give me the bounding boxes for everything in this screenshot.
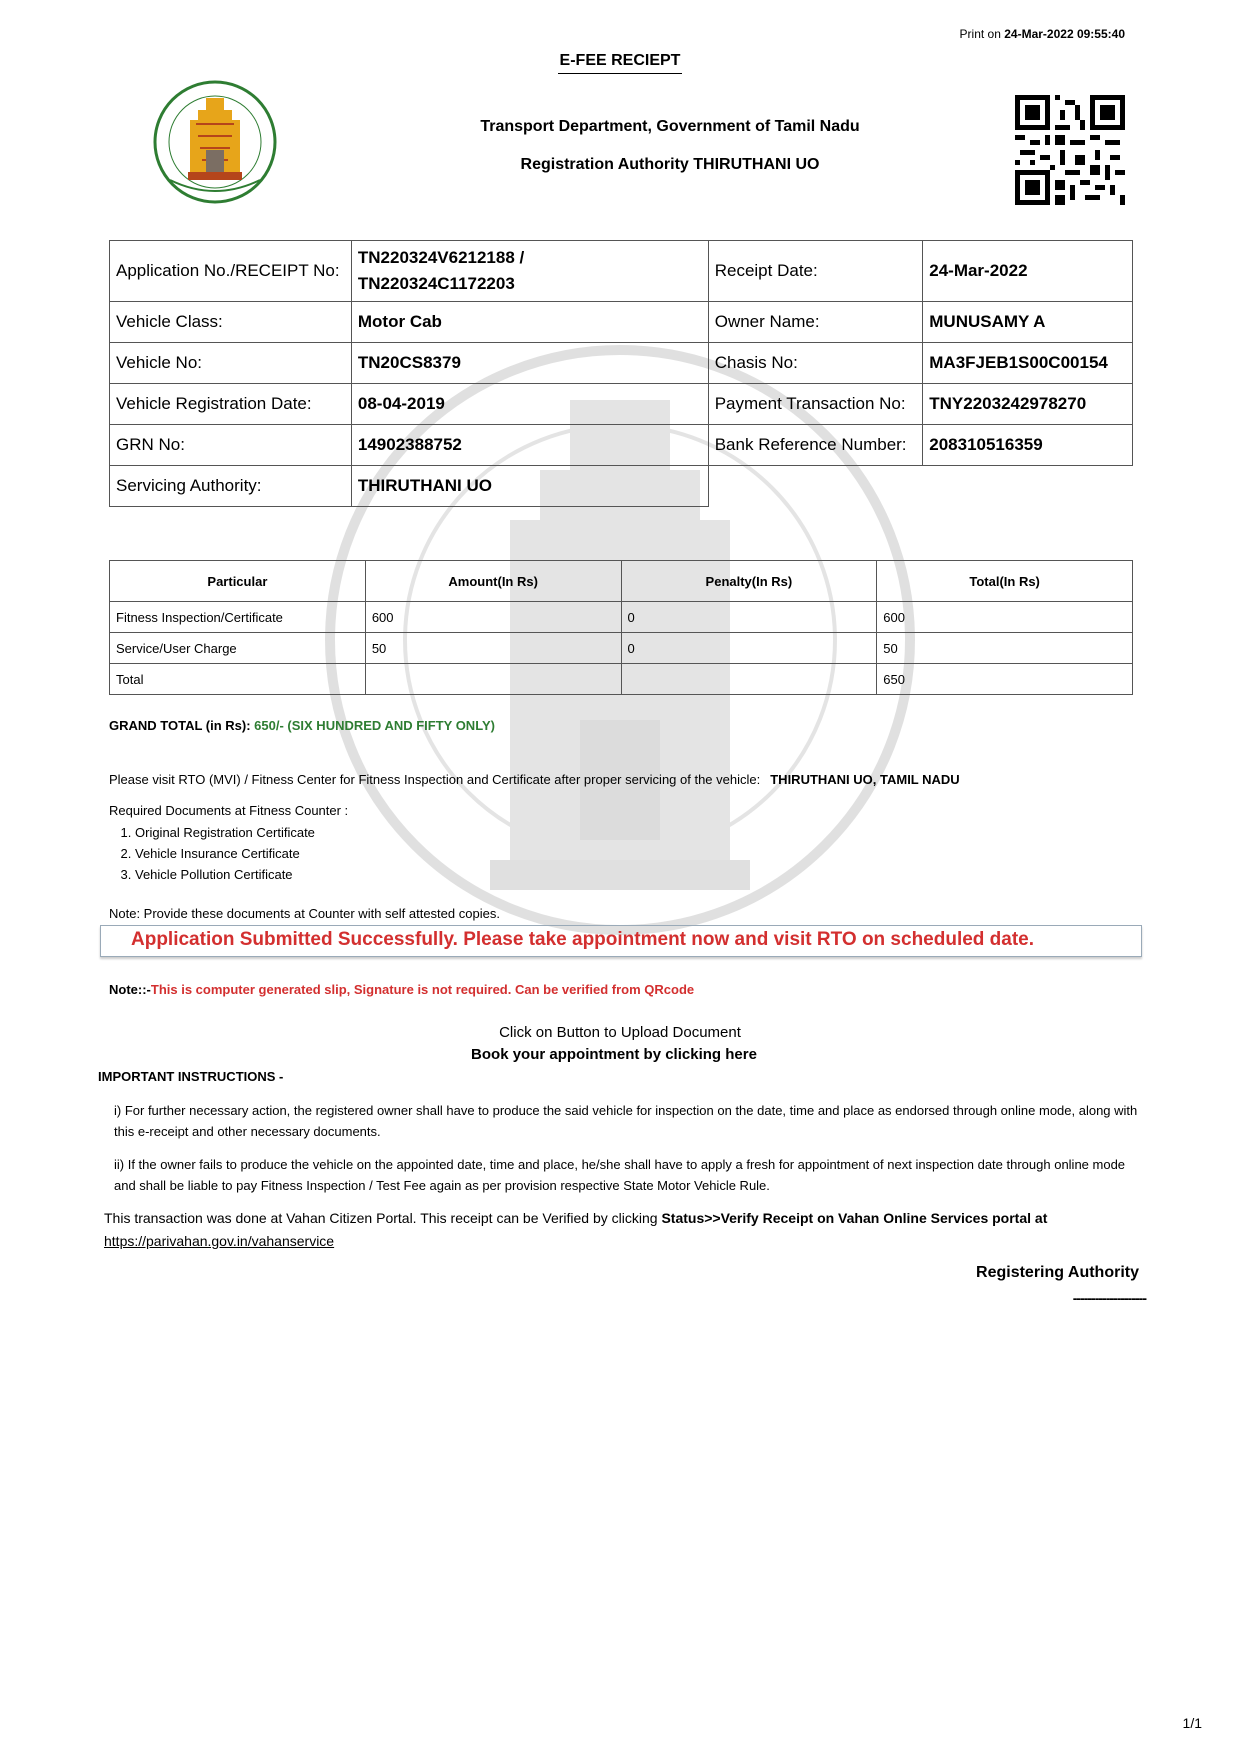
table-cell: 0	[621, 602, 877, 633]
table-cell: 50	[365, 633, 621, 664]
instructions-heading: IMPORTANT INSTRUCTIONS -	[98, 1069, 284, 1084]
column-header: Penalty(In Rs)	[621, 561, 877, 602]
table-cell	[365, 664, 621, 695]
table-cell: 650	[877, 664, 1133, 695]
table-row	[110, 425, 1133, 466]
table-cell: 600	[365, 602, 621, 633]
chasis-no-value: MA3FJEB1S00C00154	[923, 343, 1133, 384]
vehicle-no-label: Vehicle No:	[110, 343, 352, 384]
chasis-no-label: Chasis No:	[708, 343, 923, 384]
bank-reference-label: Bank Reference Number:	[708, 425, 923, 466]
fee-table-header	[110, 561, 1133, 602]
table-row	[110, 302, 1133, 343]
grn-no-value: 14902388752	[351, 425, 708, 466]
vehicle-class-value: Motor Cab	[351, 302, 708, 343]
registration-date-label: Vehicle Registration Date:	[110, 384, 352, 425]
qr-code-icon	[1015, 95, 1125, 205]
required-documents-heading: Required Documents at Fitness Counter :	[109, 803, 349, 818]
instruction-ii: ii) If the owner fails to produce the vehicle on the appointed date, time and place, he/she shall have to apply a fresh for appointment of next inspection date through online mode and shall be liable to pay Fitness Inspection / Test Fee again as per provision respective State Motor Vehicle Rule.	[114, 1157, 1126, 1193]
table-cell: Total	[110, 664, 366, 695]
transaction-note: This transaction was done at Vahan Citizen Portal. This receipt can be Verified by clicking Status>>Verify Receipt on Vahan Online Services portal at https://parivahan.gov.in/vahanservice	[104, 1210, 1048, 1249]
book-appointment-link[interactable]: Book your appointment by clicking here	[471, 1046, 757, 1063]
column-header: Particular	[110, 561, 366, 602]
list-item: 3. Vehicle Pollution Certificate	[135, 864, 348, 885]
vehicle-info-table	[109, 240, 1133, 507]
documents-note: Note: Provide these documents at Counter with self attested copies.	[109, 906, 500, 921]
vehicle-class-label: Vehicle Class:	[110, 302, 352, 343]
instruction-i: i) For further necessary action, the registered owner shall have to produce the said vehicle for inspection on the date, time and place as endorsed through online mode, along with this e-receipt and other necessary documents.	[114, 1103, 1138, 1139]
owner-name-label: Owner Name:	[708, 302, 923, 343]
receipt-date-label: Receipt Date:	[708, 241, 923, 302]
vahan-service-link[interactable]: https://parivahan.gov.in/vahanservice	[104, 1233, 335, 1249]
registration-authority-heading: Registration Authority THIRUTHANI UO	[520, 156, 820, 173]
upload-document-text: Click on Button to Upload Document	[499, 1024, 741, 1041]
table-cell: 600	[877, 602, 1133, 633]
application-no-value: TN220324V6212188 / TN220324C1172203	[351, 241, 708, 302]
print-timestamp: Print on 24-Mar-2022 09:55:40	[959, 27, 1125, 41]
vehicle-no-value: TN20CS8379	[351, 343, 708, 384]
table-cell	[621, 664, 877, 695]
payment-transaction-value: TNY2203242978270	[923, 384, 1133, 425]
table-cell: Service/User Charge	[110, 633, 366, 664]
page-number: 1/1	[1182, 1715, 1202, 1731]
table-row	[110, 241, 1133, 302]
table-row	[110, 664, 1133, 695]
table-cell: Fitness Inspection/Certificate	[110, 602, 366, 633]
table-row	[110, 466, 1133, 507]
table-row	[110, 384, 1133, 425]
grand-total: GRAND TOTAL (in Rs): 650/- (SIX HUNDRED AND FIFTY ONLY)	[109, 718, 495, 733]
list-item: 1. Original Registration Certificate	[135, 822, 348, 843]
receipt-date-value: 24-Mar-2022	[923, 241, 1133, 302]
fee-table	[109, 560, 1133, 695]
column-header: Total(In Rs)	[877, 561, 1133, 602]
success-message: Application Submitted Successfully. Please take appointment now and visit RTO on scheduled date.	[131, 929, 1035, 950]
success-banner	[100, 925, 1142, 957]
registration-date-value: 08-04-2019	[351, 384, 708, 425]
registering-authority-label: Registering Authority	[976, 1264, 1139, 1281]
owner-name-value: MUNUSAMY A	[923, 302, 1133, 343]
table-cell: 0	[621, 633, 877, 664]
bank-reference-value: 208310516359	[923, 425, 1133, 466]
servicing-authority-value: THIRUTHANI UO	[351, 466, 708, 507]
payment-transaction-label: Payment Transaction No:	[708, 384, 923, 425]
servicing-authority-label: Servicing Authority:	[110, 466, 352, 507]
column-header: Amount(In Rs)	[365, 561, 621, 602]
tamil-nadu-emblem-icon	[140, 80, 290, 205]
signature-line: --------------------	[1072, 1290, 1146, 1306]
required-documents	[109, 803, 348, 885]
application-no-label: Application No./RECEIPT No:	[110, 241, 352, 302]
department-heading: Transport Department, Government of Tamil Nadu	[480, 118, 860, 135]
page-title: E-FEE RECIEPT	[0, 52, 1240, 70]
table-row	[110, 602, 1133, 633]
slip-note: Note::-This is computer generated slip, Signature is not required. Can be verified from QRcode	[109, 982, 695, 997]
table-row	[110, 633, 1133, 664]
table-cell: 50	[877, 633, 1133, 664]
list-item: 2. Vehicle Insurance Certificate	[135, 843, 348, 864]
visit-instruction: Please visit RTO (MVI) / Fitness Center for Fitness Inspection and Certificate after proper servicing of the vehicle: THIRUTHANI UO, TAMIL NADU	[109, 772, 960, 787]
grn-no-label: GRN No:	[110, 425, 352, 466]
table-row	[110, 343, 1133, 384]
